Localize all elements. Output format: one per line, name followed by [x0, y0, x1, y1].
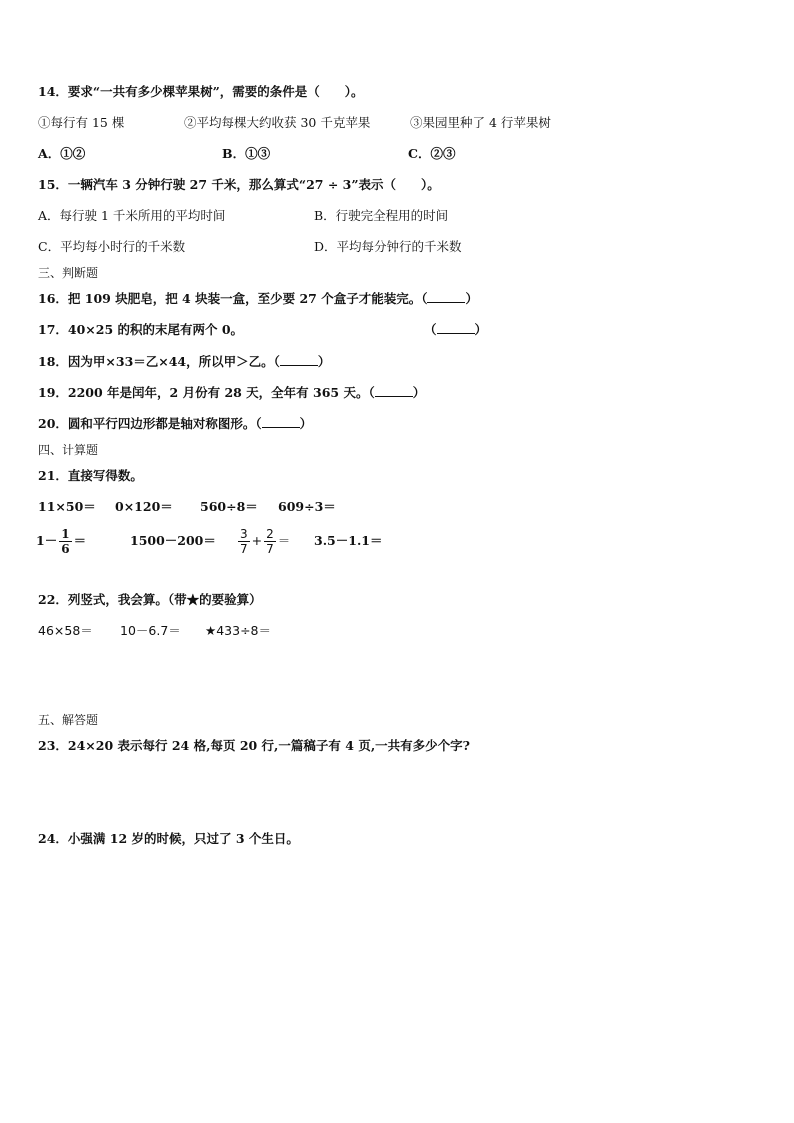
answer-blank-16[interactable] [427, 292, 465, 303]
q21-item-6: 1500－200＝ [130, 533, 216, 548]
fraction-numerator: 1 [61, 527, 70, 541]
q14-condition-2: ②平均每棵大约收获 30 千克苹果 [184, 115, 371, 130]
answer-blank-18[interactable] [280, 355, 318, 366]
q15-option-c: C．平均每小时行的千米数 [38, 239, 186, 254]
question-22-stem: 22．列竖式，我会算。（带★的要验算） [38, 592, 262, 607]
q15-option-d: D．平均每分钟行的千米数 [314, 239, 462, 254]
q14-condition-3: ③果园里种了 4 行苹果树 [410, 115, 551, 130]
section-title-solutions: 五、解答题 [38, 713, 99, 727]
q14-option-a: A．①② [38, 146, 86, 161]
question-24: 24．小强满 12 岁的时候，只过了 3 个生日。 [38, 831, 299, 846]
plus-sign: + [251, 533, 263, 548]
question-20-text: 20．圆和平行四边形都是轴对称图形。（ [38, 416, 262, 431]
fraction-two-sevenths [264, 527, 276, 556]
fraction-one-sixth [59, 527, 71, 556]
q15-option-b: B．行驶完全程用的时间 [314, 208, 449, 223]
q21-item-5-prefix: 1－ [36, 533, 58, 548]
question-20-close: ） [299, 416, 313, 431]
q21-item-7 [236, 522, 290, 560]
question-16-close: ） [465, 291, 478, 306]
question-21-stem: 21．直接写得数。 [38, 468, 143, 483]
question-17-text: 17．40×25 的积的末尾有两个 0。 [38, 322, 244, 337]
answer-blank-17[interactable] [437, 323, 475, 334]
fraction-numerator: 2 [266, 527, 274, 541]
section-title-calculation: 四、计算题 [38, 443, 99, 457]
q15-option-a: A．每行驶 1 千米所用的平均时间 [38, 208, 226, 223]
q21-item-3: 560÷8＝ [200, 499, 258, 514]
question-18-close: ） [317, 354, 331, 369]
q21-item-4: 609÷3＝ [278, 499, 336, 514]
question-20 [38, 416, 312, 432]
question-17-paren [424, 322, 487, 338]
question-17-close: ） [474, 322, 488, 337]
q21-item-8: 3.5－1.1＝ [314, 533, 383, 548]
fraction-denominator: 6 [61, 542, 70, 556]
q21-item-5 [36, 524, 86, 558]
q21-item-7-equals: ＝ [277, 533, 291, 548]
question-18 [38, 354, 330, 370]
q14-condition-1: ①每行有 15 棵 [38, 115, 125, 130]
question-18-text: 18．因为甲×33＝乙×44，所以甲＞乙。（ [38, 354, 280, 369]
fraction-three-sevenths [238, 527, 250, 556]
fraction-numerator: 3 [240, 527, 248, 541]
fraction-denominator: 7 [266, 542, 274, 556]
question-15-stem: 15．一辆汽车 3 分钟行驶 27 千米，那么算式“27 ÷ 3”表示（ ）。 [38, 177, 440, 192]
answer-blank-19[interactable] [375, 386, 413, 397]
question-16-text: 16．把 109 块肥皂，把 4 块装一盒，至少要 27 个盒子才能装完。（ [38, 291, 428, 306]
question-19 [38, 385, 425, 401]
q22-item-1: 46×58＝ [38, 623, 93, 638]
q22-item-3: ★433÷8＝ [205, 623, 271, 638]
q21-item-2: 0×120＝ [115, 499, 173, 514]
question-16 [38, 291, 478, 307]
question-17-open: （ [424, 322, 437, 337]
q21-item-1: 11×50＝ [38, 499, 96, 514]
q14-option-c: C．②③ [408, 146, 456, 161]
question-19-close: ） [412, 385, 426, 400]
question-19-text: 19．2200 年是闰年，2 月份有 28 天，全年有 365 天。（ [38, 385, 375, 400]
answer-blank-20[interactable] [262, 417, 300, 428]
q21-item-5-equals: ＝ [73, 533, 87, 548]
question-14-stem: 14．要求“一共有多少棵苹果树”，需要的条件是（ ）。 [38, 84, 364, 99]
question-23: 23．24×20 表示每行 24 格,每页 20 行,一篇稿子有 4 页,一共有多少个字? [38, 738, 470, 753]
q22-item-2: 10－6.7＝ [120, 623, 181, 638]
q14-option-b: B．①③ [222, 146, 271, 161]
fraction-denominator: 7 [240, 542, 248, 556]
section-title-judgement: 三、判断题 [38, 266, 99, 280]
